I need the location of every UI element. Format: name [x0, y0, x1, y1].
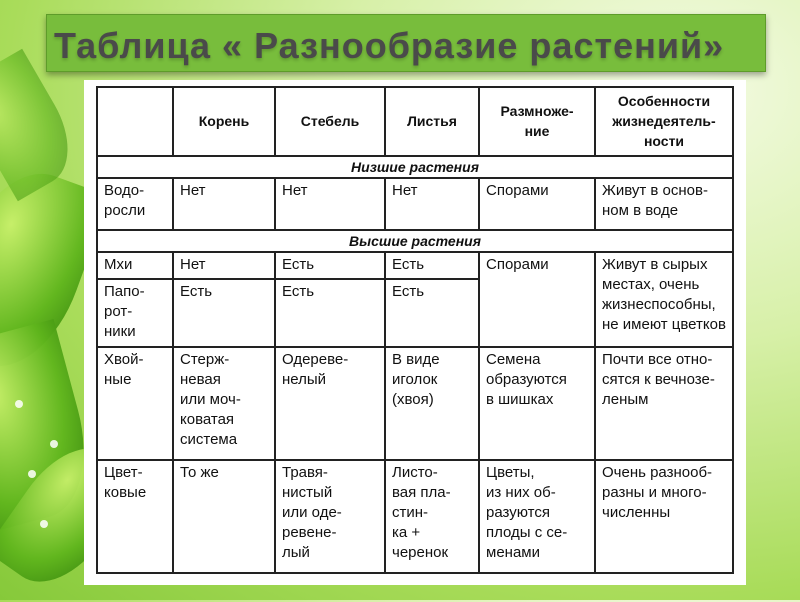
table-sheet — [84, 80, 746, 585]
cell-conifers-leaves: В виде иголок (хвоя) — [385, 347, 479, 460]
cell-mosses-leaves: Есть — [385, 252, 479, 278]
header-empty — [97, 87, 173, 156]
group-label-higher: Высшие растения — [97, 230, 733, 252]
cell-flowering-root: То же — [173, 460, 275, 573]
cell-conifers-stem: Одереве- нелый — [275, 347, 385, 460]
cell-conifers-features: Почти все отно- сятся к вечнозе- леным — [595, 347, 733, 460]
header-reproduction: Размноже- ние — [479, 87, 595, 156]
row-name-mosses: Мхи — [97, 252, 173, 278]
cell-mosses-ferns-reproduction: Спорами — [479, 252, 595, 347]
cell-flowering-reproduction: Цветы, из них об- разуются плоды с се- менами — [479, 460, 595, 573]
cell-flowering-leaves: Листо- вая пла- стин- ка + черенок — [385, 460, 479, 573]
table-header-row — [97, 87, 733, 156]
cell-algae-root: Нет — [173, 178, 275, 230]
cell-algae-leaves: Нет — [385, 178, 479, 230]
dew-drop — [15, 400, 23, 408]
dew-drop — [50, 440, 58, 448]
row-name-ferns: Папо- рот- ники — [97, 279, 173, 348]
header-leaves: Листья — [385, 87, 479, 156]
cell-algae-stem: Нет — [275, 178, 385, 230]
cell-algae-reproduction: Спорами — [479, 178, 595, 230]
table-row — [97, 460, 733, 573]
table-row — [97, 178, 733, 230]
row-name-flowering: Цвет- ковые — [97, 460, 173, 573]
cell-ferns-stem: Есть — [275, 279, 385, 348]
cell-mosses-ferns-features: Живут в сырых местах, очень жизнеспособны, не имеют цветков — [595, 252, 733, 347]
plants-table — [96, 86, 734, 574]
cell-ferns-leaves: Есть — [385, 279, 479, 348]
header-features: Особенности жизнедеятель- ности — [595, 87, 733, 156]
group-row-lower — [97, 156, 733, 178]
dew-drop — [40, 520, 48, 528]
cell-conifers-root: Стерж- невая или моч- коватая система — [173, 347, 275, 460]
group-row-higher — [97, 230, 733, 252]
page-title: Таблица « Разнообразие растений» — [54, 25, 725, 66]
cell-flowering-features: Очень разнооб- разны и много- численны — [595, 460, 733, 573]
table-row — [97, 347, 733, 460]
table-row — [97, 252, 733, 278]
cell-ferns-root: Есть — [173, 279, 275, 348]
header-root: Корень — [173, 87, 275, 156]
row-name-algae: Водо- росли — [97, 178, 173, 230]
cell-conifers-reproduction: Семена образуются в шишках — [479, 347, 595, 460]
cell-algae-features: Живут в основ- ном в воде — [595, 178, 733, 230]
header-stem: Стебель — [275, 87, 385, 156]
cell-mosses-root: Нет — [173, 252, 275, 278]
cell-mosses-stem: Есть — [275, 252, 385, 278]
group-label-lower: Низшие растения — [97, 156, 733, 178]
cell-flowering-stem: Травя- нистый или оде- ревене- лый — [275, 460, 385, 573]
dew-drop — [28, 470, 36, 478]
row-name-conifers: Хвой- ные — [97, 347, 173, 460]
